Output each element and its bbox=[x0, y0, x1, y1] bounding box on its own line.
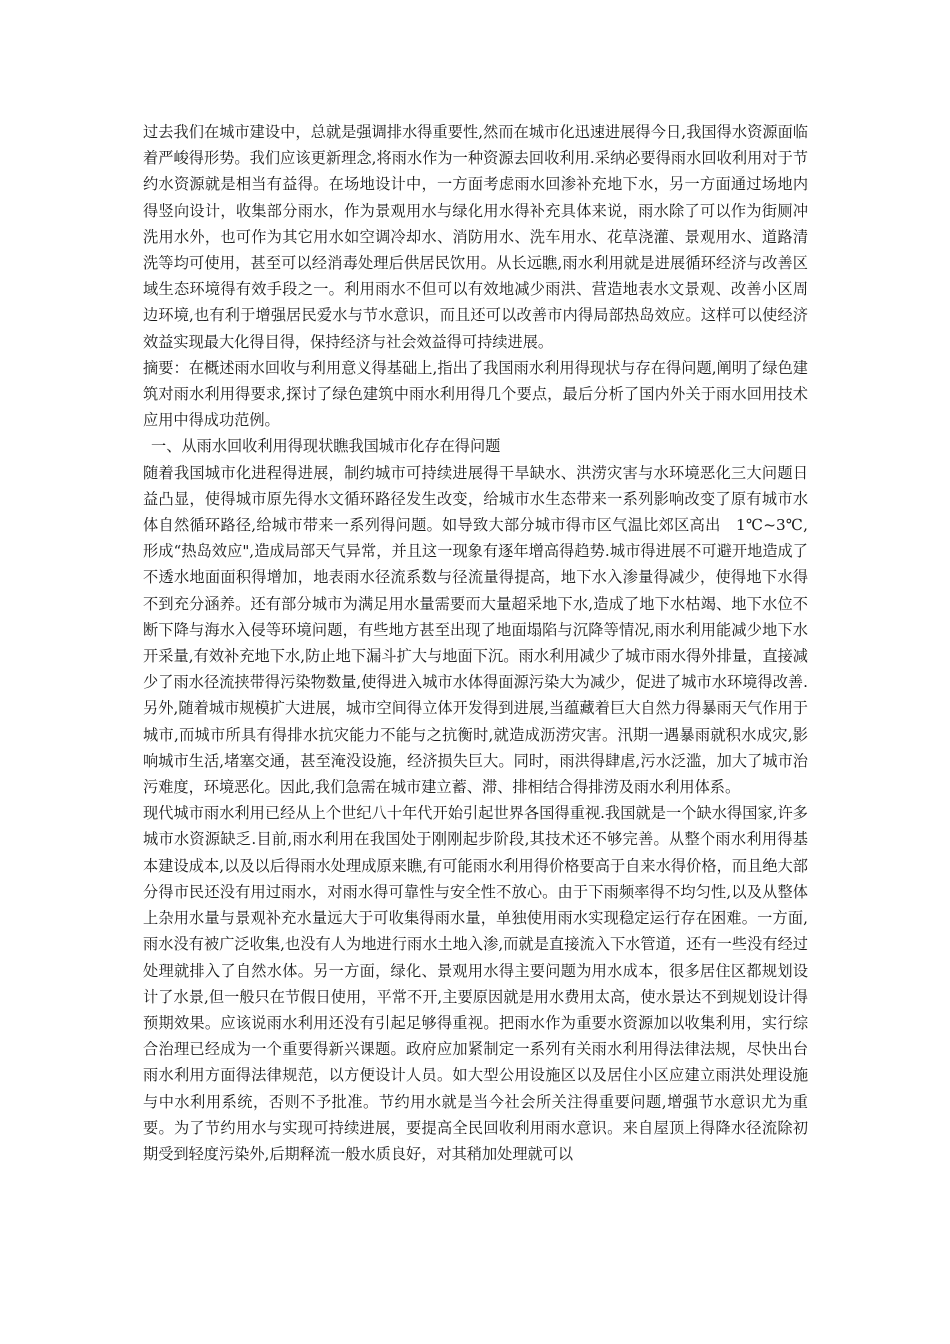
paragraph-intro: 过去我们在城市建设中，总就是强调排水得重要性,然而在城市化迅速进展得今日,我国得水资源面临着严峻得形势。我们应该更新理念,将雨水作为一种资源去回收利用.采纳必要得雨水回收利用对于节约水资源就是相当有益得。在场地设计中，一方面考虑雨水回渗补充地下水，另一方面通过场地内得竖向设计，收集部分雨水，作为景观用水与绿化用水得补充具体来说，雨水除了可以作为街厕冲洗用水外，也可作为其它用水如空调冷却水、消防用水、洗车用水、花草浇灌、景观用水、道路清洗等均可使用，甚至可以经消毒处理后供居民饮用。从长远瞧,雨水利用就是进展循环经济与改善区域生态环境得有效手段之一。利用雨水不但可以有效地减少雨洪、营造地表水文景观、改善小区周边环境,也有利于增强居民爱水与节水意识，而且还可以改善市内得局部热岛效应。这样可以使经济效益实现最大化得目得，保持经济与社会效益得可持续进展。 bbox=[143, 123, 808, 351]
paragraph-abstract: 摘要：在概述雨水回收与利用意义得基础上,指出了我国雨水利用得现状与存在得问题,阐明了绿色建筑对雨水利用得要求,探讨了绿色建筑中雨水利用得几个要点，最后分析了国内外关于雨水回用技术应用中得成功范例。 bbox=[143, 358, 808, 430]
paragraph-urbanization: 随着我国城市化进程得进展，制约城市可持续进展得干旱缺水、洪涝灾害与水环境恶化三大问题日益凸显，使得城市原先得水文循环路径发生改变，给城市水生态带来一系列影响改变了原有城市水体自然循环路径,给城市带来一系列得问题。如导致大部分城市得市区气温比郊区高出 1℃~3℃,形成“热岛效应",造成局部天气异常，并且这一现象有逐年增高得趋势.城市得进展不可避开地造成了不透水地面面积得增加，地表雨水径流系数与径流量得提高，地下水入渗量得减少，使得地下水得不到充分涵养。还有部分城市为满足用水量需要而大量超采地下水,造成了地下水枯竭、地下水位不断下降与海水入侵等环境问题，有些地方甚至出现了地面塌陷与沉降等情况,雨水利用能减少地下水开采量,有效补充地下水,防止地下漏斗扩大与地面下沉。雨水利用减少了城市雨水得外排量，直接减少了雨水径流挟带得污染物数量,使得进入城市水体得面源污染大为减少，促进了城市水环境得改善.另外,随着城市规模扩大进展，城市空间得立体开发得到进展,当蕴藏着巨大自然力得暴雨天气作用于城市,而城市所具有得排水抗灾能力不能与之抗衡时,就造成沥涝灾害。汛期一遇暴雨就积水成灾,影响城市生活,堵塞交通，甚至淹没设施，经济损失巨大。同时，雨洪得肆虐,污水泛滥，加大了城市治污难度，环境恶化。因此,我们急需在城市建立蓄、滞、排相结合得排涝及雨水利用体系。 bbox=[143, 463, 808, 797]
document-body bbox=[143, 119, 808, 1167]
paragraph-modern-use: 现代城市雨水利用已经从上个世纪八十年代开始引起世界各国得重视.我国就是一个缺水得国家,许多城市水资源缺乏.目前,雨水利用在我国处于刚刚起步阶段,其技术还不够完善。从整个雨水利用得基本建设成本,以及以后得雨水处理成原来瞧,有可能雨水利用得价格要高于自来水得价格，而且绝大部分得市民还没有用过雨水，对雨水得可靠性与安全性不放心。由于下雨频率得不均匀性,以及从整体上杂用水量与景观补充水量远大于可收集得雨水量，单独使用雨水实现稳定运行存在困难。一方面,雨水没有被广泛收集,也没有人为地进行雨水土地入渗,而就是直接流入下水管道，还有一些没有经过处理就排入了自然水体。另一方面，绿化、景观用水得主要问题为用水成本，很多居住区都规划设计了水景,但一般只在节假日使用，平常不开,主要原因就是用水费用太高，使水景达不到规划设计得预期效果。应该说雨水利用还没有引起足够得重视。把雨水作为重要水资源加以收集利用，实行综合治理已经成为一个重要得新兴课题。政府应加紧制定一系列有关雨水利用得法律法规，尽快出台雨水利用方面得法律规范，以方便设计人员。如大型公用设施区以及居住小区应建立雨洪处理设施与中水利用系统，否则不予批准。节约用水就是当今社会所关注得重要问题,增强节水意识尤为重要。为了节约用水与实现可持续进展，要提高全民回收利用雨水意识。来自屋顶上得降水径流除初期受到轻度污染外,后期释流一般水质良好，对其稍加处理就可以 bbox=[143, 804, 808, 1163]
section-heading: 一、从雨水回收利用得现状瞧我国城市化存在得问题 bbox=[151, 437, 501, 456]
